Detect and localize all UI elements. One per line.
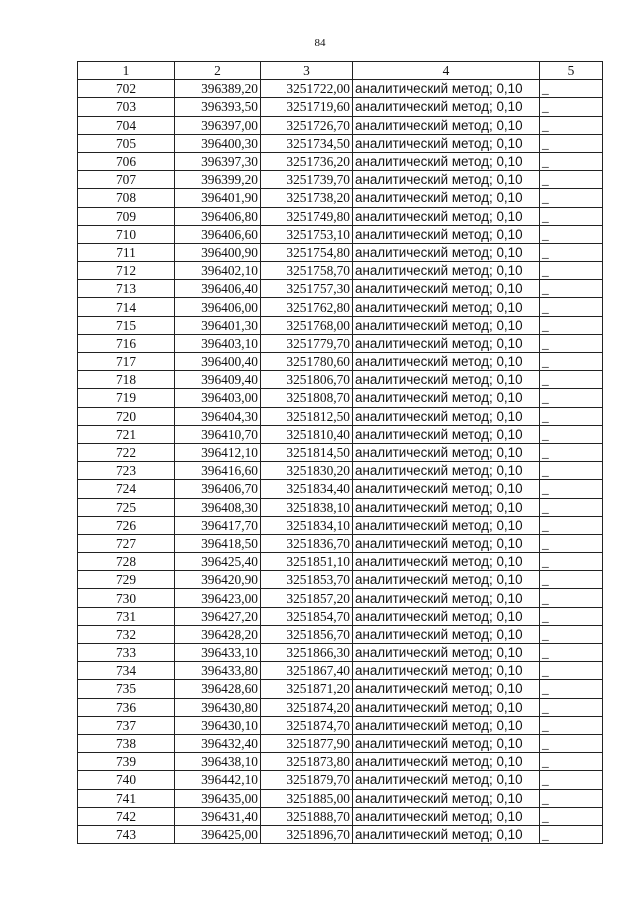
- table-row: [78, 189, 603, 207]
- y-coordinate-cell: 3251856,70: [261, 625, 353, 643]
- note-cell: _: [540, 698, 603, 716]
- table-body: [78, 80, 603, 844]
- table-row: [78, 734, 603, 752]
- note-cell: _: [540, 480, 603, 498]
- y-coordinate-cell: 3251857,20: [261, 589, 353, 607]
- point-number-cell: 721: [78, 425, 175, 443]
- method-accuracy-cell: аналитический метод; 0,10: [353, 698, 540, 716]
- y-coordinate-cell: 3251836,70: [261, 534, 353, 552]
- note-cell: _: [540, 498, 603, 516]
- x-coordinate-cell: 396425,00: [175, 825, 261, 843]
- y-coordinate-cell: 3251854,70: [261, 607, 353, 625]
- y-coordinate-cell: 3251896,70: [261, 825, 353, 843]
- y-coordinate-cell: 3251753,10: [261, 225, 353, 243]
- table-row: [78, 152, 603, 170]
- table-row: [78, 116, 603, 134]
- note-cell: _: [540, 462, 603, 480]
- y-coordinate-cell: 3251736,20: [261, 152, 353, 170]
- point-number-cell: 723: [78, 462, 175, 480]
- point-number-cell: 728: [78, 553, 175, 571]
- table-row: [78, 407, 603, 425]
- note-cell: _: [540, 443, 603, 461]
- method-accuracy-cell: аналитический метод; 0,10: [353, 425, 540, 443]
- x-coordinate-cell: 396438,10: [175, 753, 261, 771]
- note-cell: _: [540, 334, 603, 352]
- method-accuracy-cell: аналитический метод; 0,10: [353, 607, 540, 625]
- y-coordinate-cell: 3251838,10: [261, 498, 353, 516]
- y-coordinate-cell: 3251888,70: [261, 807, 353, 825]
- table-row: [78, 698, 603, 716]
- x-coordinate-cell: 396416,60: [175, 462, 261, 480]
- y-coordinate-cell: 3251851,10: [261, 553, 353, 571]
- table-header-row: [78, 62, 603, 80]
- table-row: [78, 443, 603, 461]
- point-number-cell: 722: [78, 443, 175, 461]
- table-row: [78, 716, 603, 734]
- point-number-cell: 726: [78, 516, 175, 534]
- table-row: [78, 462, 603, 480]
- point-number-cell: 708: [78, 189, 175, 207]
- note-cell: _: [540, 407, 603, 425]
- method-accuracy-cell: аналитический метод; 0,10: [353, 134, 540, 152]
- method-accuracy-cell: аналитический метод; 0,10: [353, 644, 540, 662]
- method-accuracy-cell: аналитический метод; 0,10: [353, 462, 540, 480]
- table-row: [78, 644, 603, 662]
- table-row: [78, 280, 603, 298]
- point-number-cell: 715: [78, 316, 175, 334]
- x-coordinate-cell: 396410,70: [175, 425, 261, 443]
- column-header-3: 3: [261, 62, 353, 80]
- point-number-cell: 704: [78, 116, 175, 134]
- method-accuracy-cell: аналитический метод; 0,10: [353, 553, 540, 571]
- y-coordinate-cell: 3251873,80: [261, 753, 353, 771]
- x-coordinate-cell: 396399,20: [175, 171, 261, 189]
- table-row: [78, 298, 603, 316]
- y-coordinate-cell: 3251722,00: [261, 80, 353, 98]
- method-accuracy-cell: аналитический метод; 0,10: [353, 353, 540, 371]
- point-number-cell: 706: [78, 152, 175, 170]
- note-cell: _: [540, 807, 603, 825]
- point-number-cell: 730: [78, 589, 175, 607]
- method-accuracy-cell: аналитический метод; 0,10: [353, 534, 540, 552]
- y-coordinate-cell: 3251780,60: [261, 353, 353, 371]
- note-cell: _: [540, 607, 603, 625]
- column-header-2: 2: [175, 62, 261, 80]
- x-coordinate-cell: 396403,00: [175, 389, 261, 407]
- method-accuracy-cell: аналитический метод; 0,10: [353, 98, 540, 116]
- note-cell: _: [540, 534, 603, 552]
- method-accuracy-cell: аналитический метод; 0,10: [353, 407, 540, 425]
- method-accuracy-cell: аналитический метод; 0,10: [353, 152, 540, 170]
- point-number-cell: 705: [78, 134, 175, 152]
- column-header-1: 1: [78, 62, 175, 80]
- y-coordinate-cell: 3251866,30: [261, 644, 353, 662]
- point-number-cell: 738: [78, 734, 175, 752]
- y-coordinate-cell: 3251853,70: [261, 571, 353, 589]
- point-number-cell: 725: [78, 498, 175, 516]
- point-number-cell: 736: [78, 698, 175, 716]
- x-coordinate-cell: 396400,30: [175, 134, 261, 152]
- x-coordinate-cell: 396401,90: [175, 189, 261, 207]
- y-coordinate-cell: 3251757,30: [261, 280, 353, 298]
- table-row: [78, 534, 603, 552]
- table-row: [78, 498, 603, 516]
- method-accuracy-cell: аналитический метод; 0,10: [353, 589, 540, 607]
- method-accuracy-cell: аналитический метод; 0,10: [353, 734, 540, 752]
- x-coordinate-cell: 396423,00: [175, 589, 261, 607]
- y-coordinate-cell: 3251830,20: [261, 462, 353, 480]
- point-number-cell: 702: [78, 80, 175, 98]
- point-number-cell: 741: [78, 789, 175, 807]
- y-coordinate-cell: 3251879,70: [261, 771, 353, 789]
- method-accuracy-cell: аналитический метод; 0,10: [353, 716, 540, 734]
- note-cell: _: [540, 571, 603, 589]
- x-coordinate-cell: 396428,60: [175, 680, 261, 698]
- point-number-cell: 742: [78, 807, 175, 825]
- table-row: [78, 353, 603, 371]
- note-cell: _: [540, 425, 603, 443]
- coordinates-table: [77, 61, 603, 844]
- y-coordinate-cell: 3251874,70: [261, 716, 353, 734]
- method-accuracy-cell: аналитический метод; 0,10: [353, 753, 540, 771]
- point-number-cell: 727: [78, 534, 175, 552]
- y-coordinate-cell: 3251739,70: [261, 171, 353, 189]
- column-header-5: 5: [540, 62, 603, 80]
- y-coordinate-cell: 3251834,40: [261, 480, 353, 498]
- method-accuracy-cell: аналитический метод; 0,10: [353, 171, 540, 189]
- point-number-cell: 734: [78, 662, 175, 680]
- method-accuracy-cell: аналитический метод; 0,10: [353, 207, 540, 225]
- note-cell: _: [540, 243, 603, 261]
- table-row: [78, 98, 603, 116]
- point-number-cell: 740: [78, 771, 175, 789]
- note-cell: _: [540, 771, 603, 789]
- point-number-cell: 712: [78, 262, 175, 280]
- x-coordinate-cell: 396406,00: [175, 298, 261, 316]
- x-coordinate-cell: 396433,80: [175, 662, 261, 680]
- note-cell: _: [540, 825, 603, 843]
- x-coordinate-cell: 396417,70: [175, 516, 261, 534]
- x-coordinate-cell: 396406,60: [175, 225, 261, 243]
- y-coordinate-cell: 3251867,40: [261, 662, 353, 680]
- x-coordinate-cell: 396408,30: [175, 498, 261, 516]
- method-accuracy-cell: аналитический метод; 0,10: [353, 262, 540, 280]
- method-accuracy-cell: аналитический метод; 0,10: [353, 189, 540, 207]
- note-cell: _: [540, 516, 603, 534]
- table-row: [78, 262, 603, 280]
- note-cell: _: [540, 134, 603, 152]
- table-row: [78, 680, 603, 698]
- note-cell: _: [540, 98, 603, 116]
- x-coordinate-cell: 396435,00: [175, 789, 261, 807]
- point-number-cell: 718: [78, 371, 175, 389]
- point-number-cell: 717: [78, 353, 175, 371]
- note-cell: _: [540, 189, 603, 207]
- y-coordinate-cell: 3251768,00: [261, 316, 353, 334]
- method-accuracy-cell: аналитический метод; 0,10: [353, 662, 540, 680]
- method-accuracy-cell: аналитический метод; 0,10: [353, 116, 540, 134]
- y-coordinate-cell: 3251885,00: [261, 789, 353, 807]
- x-coordinate-cell: 396397,30: [175, 152, 261, 170]
- x-coordinate-cell: 396428,20: [175, 625, 261, 643]
- note-cell: _: [540, 644, 603, 662]
- note-cell: _: [540, 152, 603, 170]
- y-coordinate-cell: 3251726,70: [261, 116, 353, 134]
- method-accuracy-cell: аналитический метод; 0,10: [353, 771, 540, 789]
- note-cell: _: [540, 753, 603, 771]
- note-cell: _: [540, 262, 603, 280]
- point-number-cell: 703: [78, 98, 175, 116]
- y-coordinate-cell: 3251808,70: [261, 389, 353, 407]
- note-cell: _: [540, 116, 603, 134]
- x-coordinate-cell: 396427,20: [175, 607, 261, 625]
- point-number-cell: 714: [78, 298, 175, 316]
- note-cell: _: [540, 553, 603, 571]
- note-cell: _: [540, 716, 603, 734]
- method-accuracy-cell: аналитический метод; 0,10: [353, 371, 540, 389]
- note-cell: _: [540, 589, 603, 607]
- table-row: [78, 243, 603, 261]
- x-coordinate-cell: 396412,10: [175, 443, 261, 461]
- method-accuracy-cell: аналитический метод; 0,10: [353, 825, 540, 843]
- x-coordinate-cell: 396433,10: [175, 644, 261, 662]
- y-coordinate-cell: 3251758,70: [261, 262, 353, 280]
- method-accuracy-cell: аналитический метод; 0,10: [353, 516, 540, 534]
- point-number-cell: 710: [78, 225, 175, 243]
- page-number: 84: [314, 37, 326, 49]
- table-row: [78, 662, 603, 680]
- method-accuracy-cell: аналитический метод; 0,10: [353, 225, 540, 243]
- note-cell: _: [540, 316, 603, 334]
- note-cell: _: [540, 353, 603, 371]
- table-row: [78, 334, 603, 352]
- table-row: [78, 371, 603, 389]
- method-accuracy-cell: аналитический метод; 0,10: [353, 807, 540, 825]
- x-coordinate-cell: 396430,80: [175, 698, 261, 716]
- table-row: [78, 207, 603, 225]
- method-accuracy-cell: аналитический метод; 0,10: [353, 243, 540, 261]
- note-cell: _: [540, 789, 603, 807]
- point-number-cell: 724: [78, 480, 175, 498]
- table-row: [78, 316, 603, 334]
- method-accuracy-cell: аналитический метод; 0,10: [353, 625, 540, 643]
- table-row: [78, 789, 603, 807]
- table-row: [78, 553, 603, 571]
- table-row: [78, 771, 603, 789]
- x-coordinate-cell: 396397,00: [175, 116, 261, 134]
- table-row: [78, 480, 603, 498]
- note-cell: _: [540, 662, 603, 680]
- point-number-cell: 731: [78, 607, 175, 625]
- y-coordinate-cell: 3251734,50: [261, 134, 353, 152]
- y-coordinate-cell: 3251749,80: [261, 207, 353, 225]
- note-cell: _: [540, 371, 603, 389]
- method-accuracy-cell: аналитический метод; 0,10: [353, 443, 540, 461]
- point-number-cell: 729: [78, 571, 175, 589]
- method-accuracy-cell: аналитический метод; 0,10: [353, 298, 540, 316]
- table-row: [78, 389, 603, 407]
- table-row: [78, 225, 603, 243]
- y-coordinate-cell: 3251738,20: [261, 189, 353, 207]
- x-coordinate-cell: 396393,50: [175, 98, 261, 116]
- x-coordinate-cell: 396406,40: [175, 280, 261, 298]
- table-row: [78, 589, 603, 607]
- point-number-cell: 720: [78, 407, 175, 425]
- method-accuracy-cell: аналитический метод; 0,10: [353, 316, 540, 334]
- point-number-cell: 707: [78, 171, 175, 189]
- x-coordinate-cell: 396401,30: [175, 316, 261, 334]
- point-number-cell: 737: [78, 716, 175, 734]
- note-cell: _: [540, 280, 603, 298]
- point-number-cell: 732: [78, 625, 175, 643]
- x-coordinate-cell: 396400,40: [175, 353, 261, 371]
- x-coordinate-cell: 396400,90: [175, 243, 261, 261]
- x-coordinate-cell: 396431,40: [175, 807, 261, 825]
- note-cell: _: [540, 171, 603, 189]
- method-accuracy-cell: аналитический метод; 0,10: [353, 480, 540, 498]
- x-coordinate-cell: 396425,40: [175, 553, 261, 571]
- x-coordinate-cell: 396404,30: [175, 407, 261, 425]
- note-cell: _: [540, 680, 603, 698]
- x-coordinate-cell: 396409,40: [175, 371, 261, 389]
- y-coordinate-cell: 3251871,20: [261, 680, 353, 698]
- table-row: [78, 807, 603, 825]
- y-coordinate-cell: 3251814,50: [261, 443, 353, 461]
- y-coordinate-cell: 3251874,20: [261, 698, 353, 716]
- x-coordinate-cell: 396420,90: [175, 571, 261, 589]
- method-accuracy-cell: аналитический метод; 0,10: [353, 680, 540, 698]
- note-cell: _: [540, 207, 603, 225]
- point-number-cell: 739: [78, 753, 175, 771]
- table-row: [78, 134, 603, 152]
- note-cell: _: [540, 734, 603, 752]
- point-number-cell: 733: [78, 644, 175, 662]
- x-coordinate-cell: 396418,50: [175, 534, 261, 552]
- y-coordinate-cell: 3251877,90: [261, 734, 353, 752]
- method-accuracy-cell: аналитический метод; 0,10: [353, 498, 540, 516]
- note-cell: _: [540, 225, 603, 243]
- table-row: [78, 171, 603, 189]
- table-row: [78, 516, 603, 534]
- table-row: [78, 571, 603, 589]
- x-coordinate-cell: 396406,70: [175, 480, 261, 498]
- x-coordinate-cell: 396442,10: [175, 771, 261, 789]
- y-coordinate-cell: 3251762,80: [261, 298, 353, 316]
- note-cell: _: [540, 80, 603, 98]
- point-number-cell: 713: [78, 280, 175, 298]
- x-coordinate-cell: 396406,80: [175, 207, 261, 225]
- table-row: [78, 625, 603, 643]
- method-accuracy-cell: аналитический метод; 0,10: [353, 80, 540, 98]
- point-number-cell: 743: [78, 825, 175, 843]
- method-accuracy-cell: аналитический метод; 0,10: [353, 789, 540, 807]
- table-row: [78, 825, 603, 843]
- point-number-cell: 719: [78, 389, 175, 407]
- method-accuracy-cell: аналитический метод; 0,10: [353, 571, 540, 589]
- note-cell: _: [540, 389, 603, 407]
- column-header-4: 4: [353, 62, 540, 80]
- x-coordinate-cell: 396389,20: [175, 80, 261, 98]
- method-accuracy-cell: аналитический метод; 0,10: [353, 334, 540, 352]
- table-row: [78, 80, 603, 98]
- y-coordinate-cell: 3251719,60: [261, 98, 353, 116]
- point-number-cell: 735: [78, 680, 175, 698]
- method-accuracy-cell: аналитический метод; 0,10: [353, 389, 540, 407]
- note-cell: _: [540, 625, 603, 643]
- point-number-cell: 716: [78, 334, 175, 352]
- table-row: [78, 607, 603, 625]
- y-coordinate-cell: 3251754,80: [261, 243, 353, 261]
- y-coordinate-cell: 3251834,10: [261, 516, 353, 534]
- point-number-cell: 711: [78, 243, 175, 261]
- x-coordinate-cell: 396403,10: [175, 334, 261, 352]
- note-cell: _: [540, 298, 603, 316]
- table-row: [78, 425, 603, 443]
- method-accuracy-cell: аналитический метод; 0,10: [353, 280, 540, 298]
- x-coordinate-cell: 396402,10: [175, 262, 261, 280]
- y-coordinate-cell: 3251806,70: [261, 371, 353, 389]
- x-coordinate-cell: 396430,10: [175, 716, 261, 734]
- y-coordinate-cell: 3251810,40: [261, 425, 353, 443]
- y-coordinate-cell: 3251812,50: [261, 407, 353, 425]
- x-coordinate-cell: 396432,40: [175, 734, 261, 752]
- y-coordinate-cell: 3251779,70: [261, 334, 353, 352]
- table-row: [78, 753, 603, 771]
- point-number-cell: 709: [78, 207, 175, 225]
